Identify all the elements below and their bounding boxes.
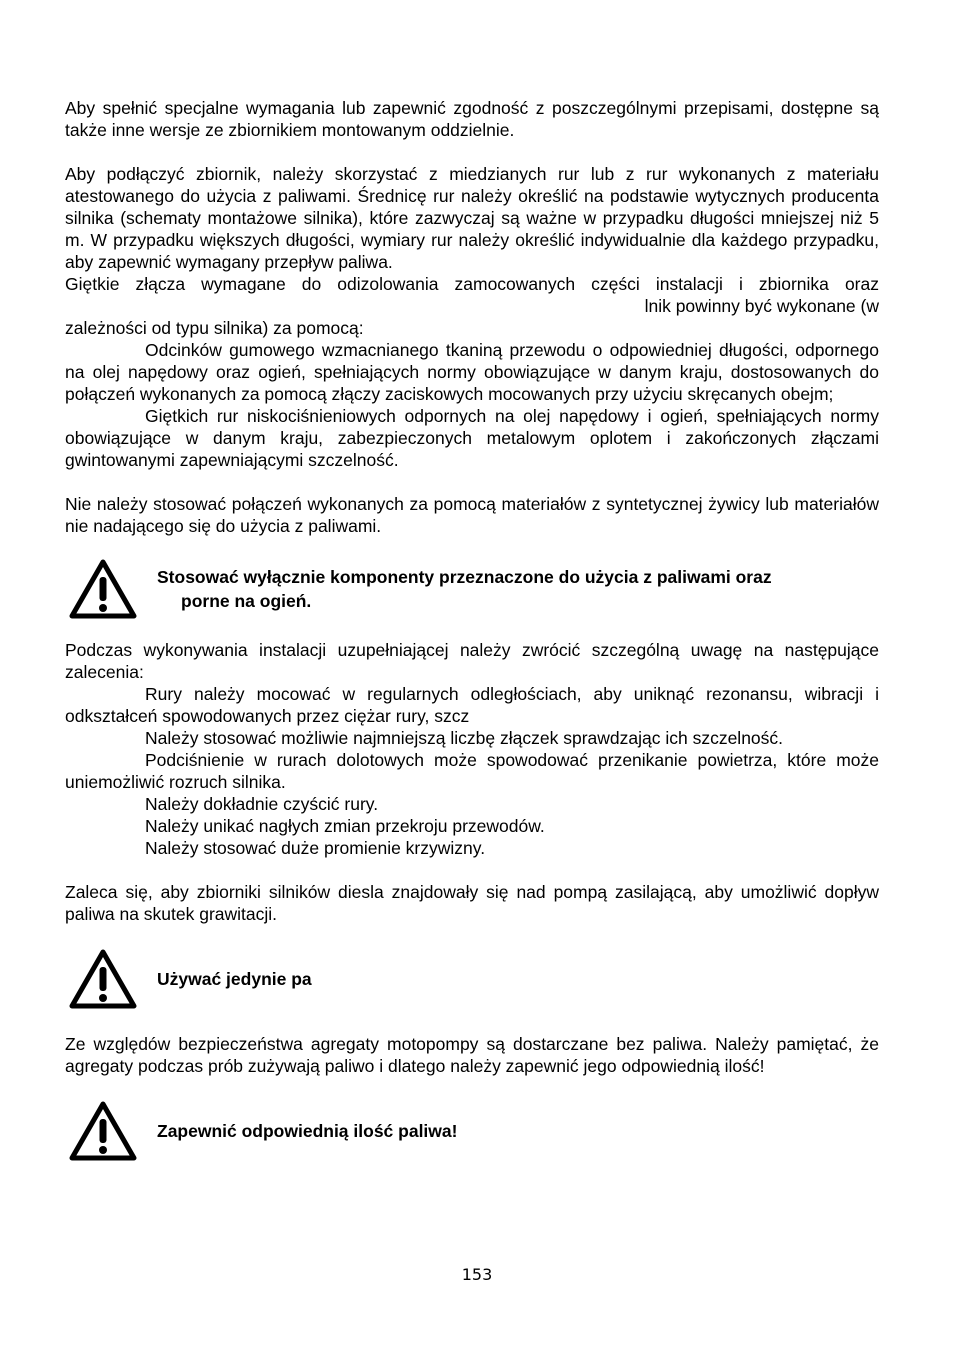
- warning-sufficient-fuel: [65, 1101, 879, 1167]
- page-number: 153: [461, 1265, 493, 1284]
- list-item-bend-radius: Należy stosować duże promienie krzywizny.: [145, 838, 486, 858]
- list-item-cross-section: Należy unikać nagłych zmian przekroju przewodów.: [145, 816, 545, 836]
- paragraph-flex-joints-line1: Giętkie złącza wymagane do odizolowania zamocowanych części instalacji i zbiornika oraz: [65, 274, 879, 294]
- list-item-fittings: Należy stosować możliwie najmniejszą liczbę złączek sprawdzając ich szczelność.: [145, 728, 784, 748]
- warning-triangle-icon: [69, 1101, 137, 1161]
- warning-components-line1: Stosować wyłącznie komponenty przeznaczone do użycia z paliwami oraz: [157, 567, 772, 587]
- warning-components-line2: porne na ogień.: [181, 591, 312, 611]
- paragraph-delivered-without-fuel: Ze względów bezpieczeństwa agregaty motopompy są dostarczane bez paliwa. Należy pamiętać, że agregaty podczas prób zużywają paliwo i dlatego należy zapewnić jego odpowiednią ilość!: [65, 1034, 879, 1076]
- warning-use-fuel-text: Używać jedynie pa: [157, 969, 312, 989]
- warning-sufficient-fuel-text: Zapewnić odpowiednią ilość paliwa!: [157, 1121, 458, 1141]
- list-item-clean-pipes: Należy dokładnie czyścić rury.: [145, 794, 379, 814]
- warning-triangle-icon: [69, 559, 137, 619]
- warning-triangle-icon: [69, 949, 137, 1009]
- warning-components-text: [157, 565, 877, 613]
- paragraph-tank-above-pump: Zaleca się, aby zbiorniki silników diesla znajdowały się nad pompą zasilającą, aby umożliwić dopływ paliwa na skutek grawitacji.: [65, 882, 879, 924]
- paragraph-flex-joints-line3: zależności od typu silnika) za pomocą:: [65, 318, 364, 338]
- paragraph-rubber-hoses: Odcinków gumowego wzmacnianego tkaniną przewodu o odpowiedniej długości, odpornego na olej napędowy oraz ogień, spełniających normy obowiązujące w danym kraju, dostosowanych do połączeń wykonanych za pomocą złączy zaciskowych mocowanych przy użyciu skręcanych obejm;: [65, 340, 879, 404]
- paragraph-flexible-pipes: Giętkich rur niskociśnieniowych odpornych na olej napędowy i ogień, spełniających normy obowiązujące w danym kraju, zabezpieczonych metalowym oplotem i zakończonych złączami gwintowanymi zapewniającymi szczelność.: [65, 406, 879, 470]
- list-item-pipe-mounting: Rury należy mocować w regularnych odległościach, aby uniknąć rezonansu, wibracji i odkształceń spowodowanych przez ciężar rury, szcz: [65, 684, 879, 726]
- paragraph-connect-tank: Aby podłączyć zbiornik, należy skorzystać z miedzianych rur lub z rur wykonanych z materiału atestowanego do użycia z paliwami. Średnicę rur należy określić na podstawie wytycznych producenta silnika (schematy montażowe silnika), które zazwyczaj są ważne w przypadku długości mniejszej niż 5 m. W przypadku większych długości, wymiary rur należy określić indywidualnie dla każdego przypadku, aby zapewnić wymagany przepływ paliwa.: [65, 164, 879, 272]
- paragraph-no-synthetic-resin: Nie należy stosować połączeń wykonanych za pomocą materiałów z syntetycznej żywicy lub materiałów nie nadającego się do użycia z paliwami.: [65, 494, 879, 536]
- paragraph-separate-tank: Aby spełnić specjalne wymagania lub zapewnić zgodność z poszczególnymi przepisami, dostępne są także inne wersje ze zbiornikiem montowanym oddzielnie.: [65, 98, 879, 140]
- list-item-vacuum: Podciśnienie w rurach dolotowych może spowodować przenikanie powietrza, które może uniemożliwić rozruch silnika.: [65, 750, 879, 792]
- paragraph-installation-recommendations: Podczas wykonywania instalacji uzupełniającej należy zwrócić szczególną uwagę na następujące zalecenia:: [65, 640, 879, 682]
- document-page: [65, 97, 879, 1167]
- paragraph-flex-joints-line2: lnik powinny być wykonane (w: [644, 296, 879, 316]
- warning-use-fuel: [65, 949, 879, 1019]
- warning-components: [65, 559, 879, 625]
